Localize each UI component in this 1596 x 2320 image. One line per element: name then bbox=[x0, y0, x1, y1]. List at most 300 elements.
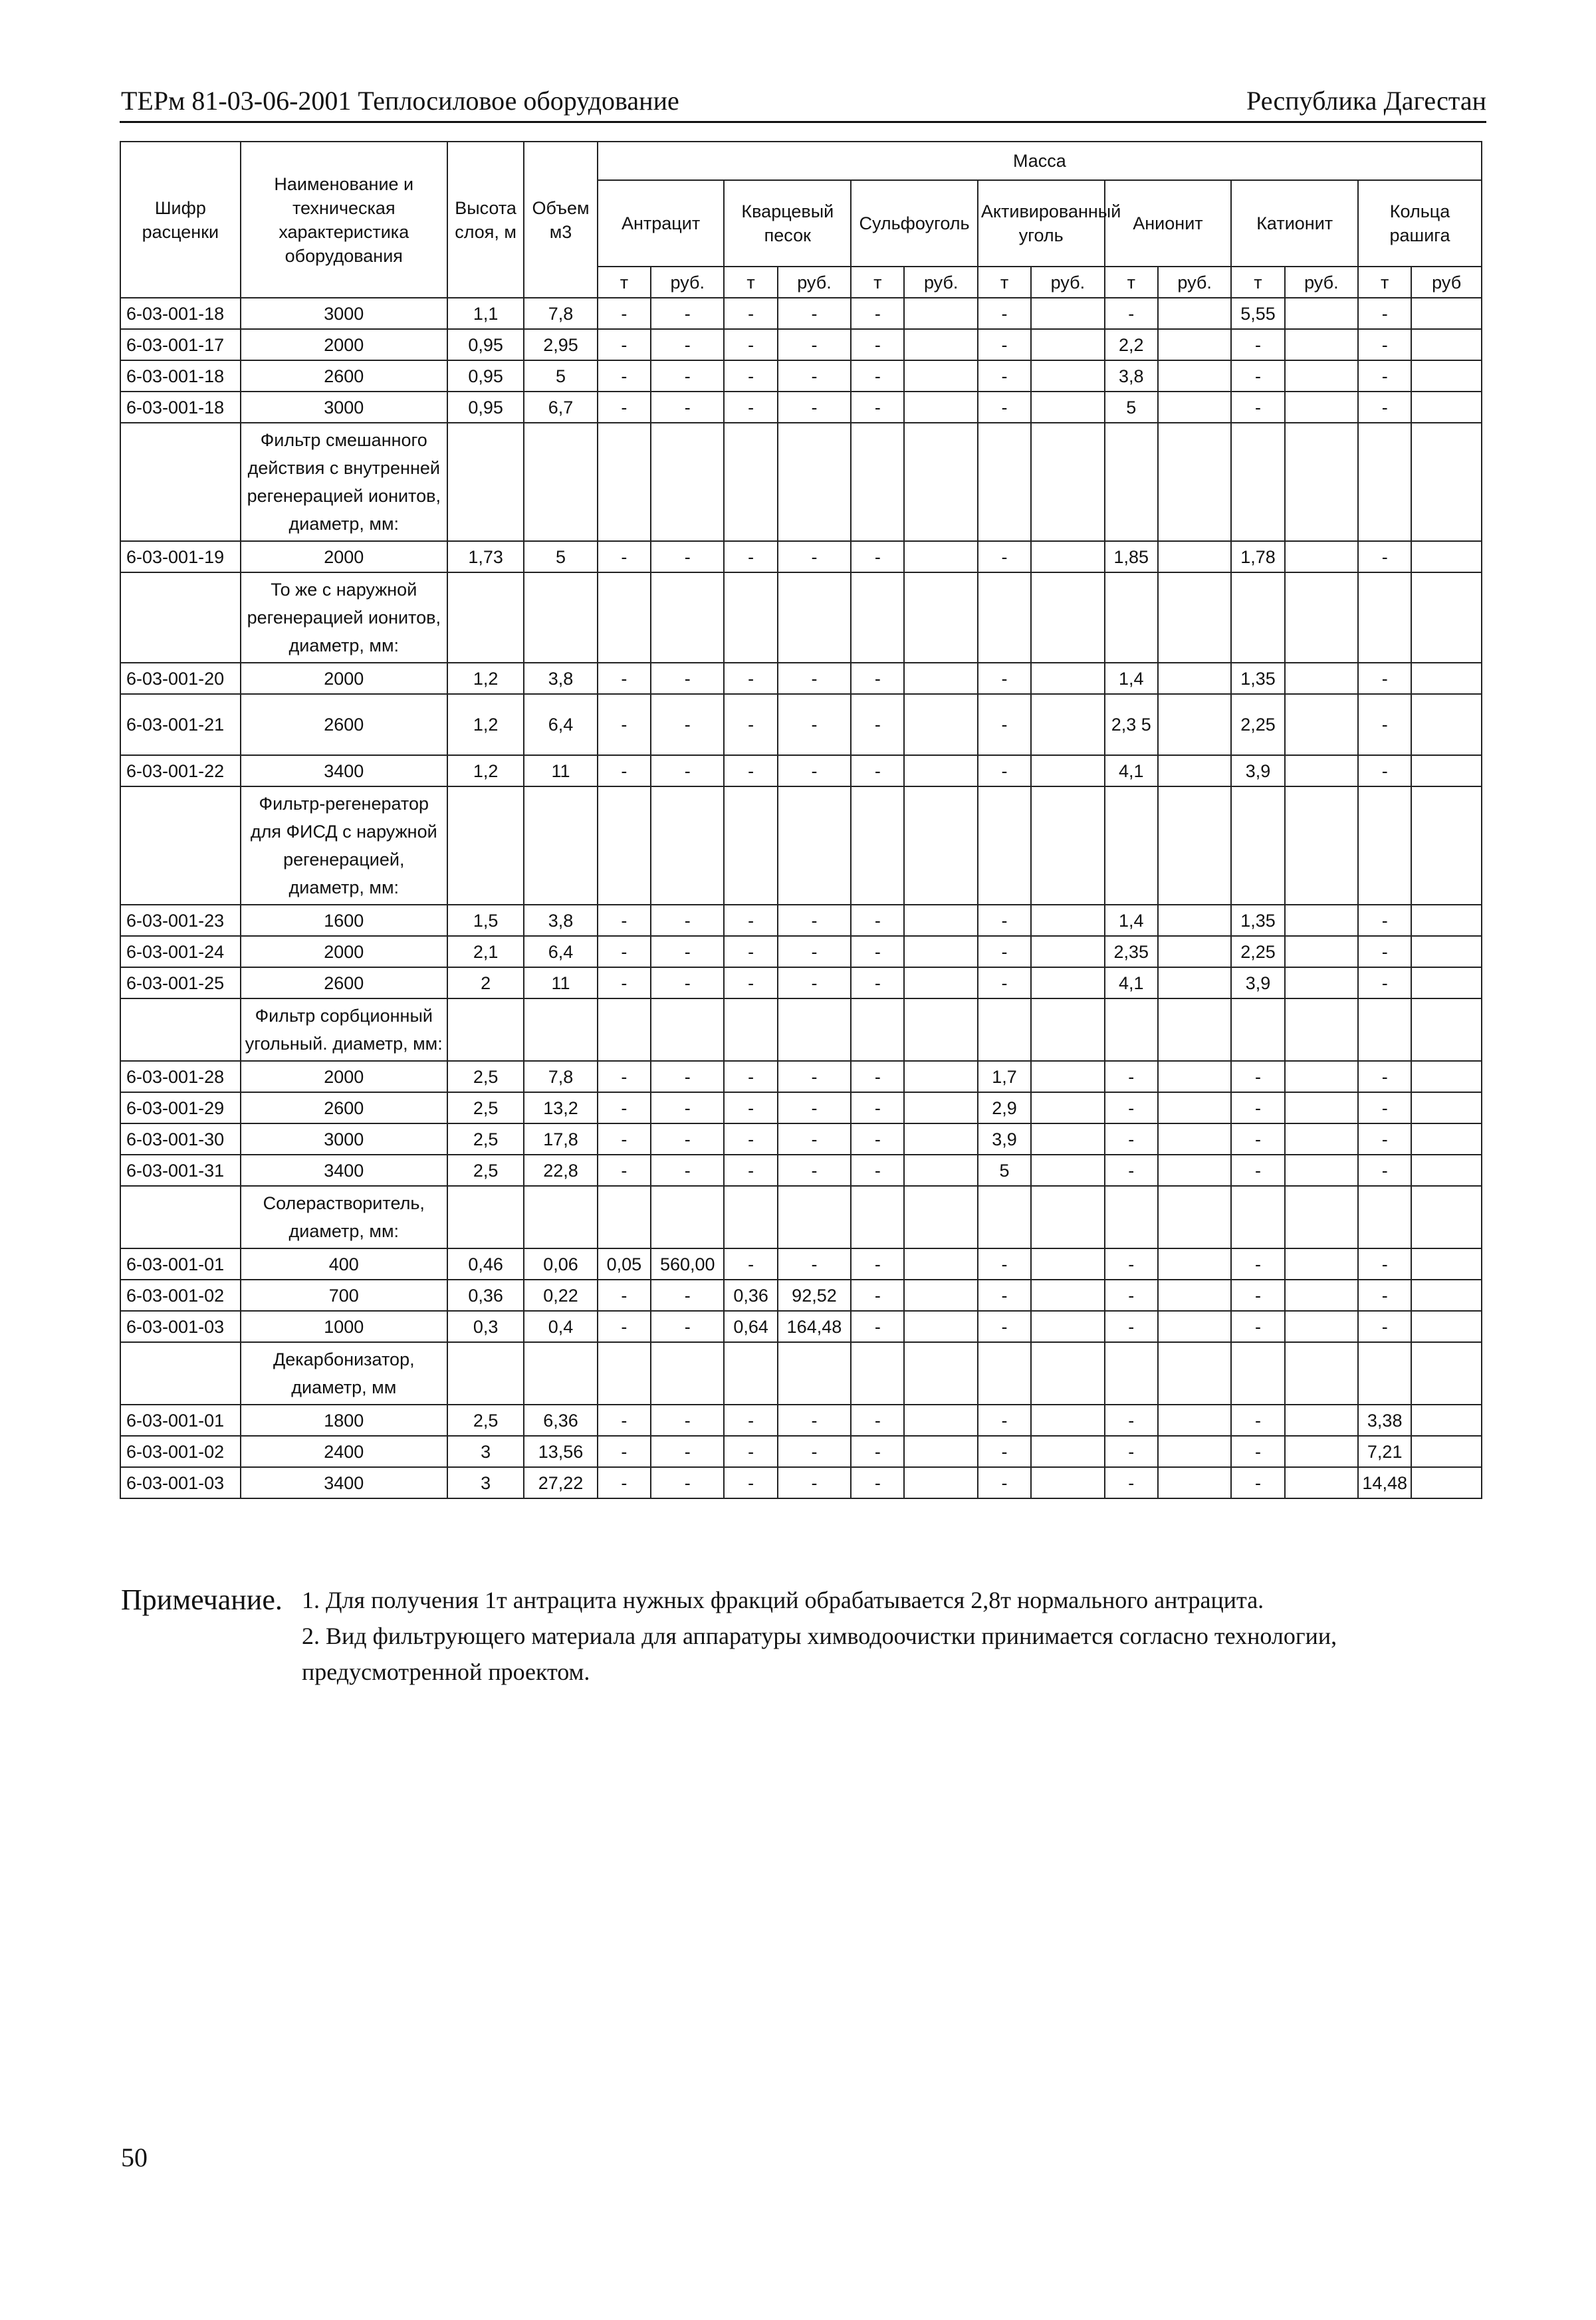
note-item: 2. Вид фильтрующего материала для аппаратуры химводоочистки принимается согласно технологии, предусмотренной проектом. bbox=[302, 1623, 1337, 1685]
table-cell bbox=[120, 998, 241, 1061]
table-cell: - bbox=[851, 967, 904, 998]
table-cell: 1,2 bbox=[447, 663, 524, 694]
table-cell bbox=[1031, 998, 1104, 1061]
table-cell: 2,35 bbox=[1105, 936, 1158, 967]
col-header-mass: Масса bbox=[598, 142, 1482, 180]
table-cell: 1,2 bbox=[447, 694, 524, 755]
table-cell: 0,36 bbox=[447, 1280, 524, 1311]
table-cell bbox=[1285, 423, 1358, 541]
table-cell: 1600 bbox=[241, 905, 447, 936]
table-cell bbox=[1158, 1092, 1231, 1123]
table-cell bbox=[120, 786, 241, 905]
table-cell: 5 bbox=[978, 1155, 1031, 1186]
table-cell: - bbox=[1105, 1092, 1158, 1123]
table-cell bbox=[598, 786, 651, 905]
table-cell bbox=[1031, 1342, 1104, 1405]
table-cell bbox=[120, 1186, 241, 1248]
table-cell bbox=[651, 1342, 724, 1405]
table-cell: - bbox=[598, 1405, 651, 1436]
material-header: Катионит bbox=[1231, 180, 1358, 267]
table-row bbox=[120, 1311, 1482, 1342]
table-cell: 0,36 bbox=[724, 1280, 777, 1311]
table-cell bbox=[904, 936, 977, 967]
table-cell bbox=[904, 1311, 977, 1342]
table-cell bbox=[904, 1155, 977, 1186]
table-cell: - bbox=[598, 663, 651, 694]
table-row bbox=[120, 360, 1482, 392]
table-cell: 1,73 bbox=[447, 541, 524, 572]
table-cell bbox=[1285, 1092, 1358, 1123]
table-cell: - bbox=[978, 1280, 1031, 1311]
table-cell: - bbox=[724, 967, 777, 998]
rate-code-cell: 6-03-001-30 bbox=[120, 1123, 241, 1155]
unit-header-t: т bbox=[978, 267, 1031, 298]
table-cell: 1000 bbox=[241, 1311, 447, 1342]
table-cell: 3,9 bbox=[1231, 967, 1284, 998]
table-cell: 3,9 bbox=[978, 1123, 1031, 1155]
table-cell: 2000 bbox=[241, 329, 447, 360]
unit-header-t: т bbox=[724, 267, 777, 298]
table-cell: - bbox=[778, 1061, 851, 1092]
table-cell: - bbox=[651, 1280, 724, 1311]
table-cell bbox=[978, 423, 1031, 541]
table-cell: - bbox=[598, 329, 651, 360]
table-cell bbox=[1158, 1186, 1231, 1248]
unit-header-rub: руб. bbox=[651, 267, 724, 298]
table-cell bbox=[724, 572, 777, 663]
table-cell bbox=[651, 572, 724, 663]
table-cell bbox=[1031, 423, 1104, 541]
table-cell bbox=[778, 423, 851, 541]
table-cell bbox=[978, 1186, 1031, 1248]
table-cell: - bbox=[724, 755, 777, 786]
table-row bbox=[120, 967, 1482, 998]
table-cell bbox=[120, 572, 241, 663]
rate-code-cell: 6-03-001-18 bbox=[120, 360, 241, 392]
table-cell bbox=[1285, 298, 1358, 329]
table-cell: - bbox=[598, 905, 651, 936]
table-cell bbox=[904, 572, 977, 663]
table-row bbox=[120, 936, 1482, 967]
table-cell: - bbox=[851, 663, 904, 694]
table-cell bbox=[651, 998, 724, 1061]
table-cell bbox=[904, 1061, 977, 1092]
table-cell: - bbox=[598, 541, 651, 572]
table-cell bbox=[1285, 755, 1358, 786]
table-cell bbox=[447, 998, 524, 1061]
table-cell bbox=[1031, 1311, 1104, 1342]
table-cell: - bbox=[1231, 1467, 1284, 1498]
material-header: Активированный уголь bbox=[978, 180, 1105, 267]
rate-code-cell: 6-03-001-18 bbox=[120, 392, 241, 423]
table-row bbox=[120, 1155, 1482, 1186]
table-row bbox=[120, 298, 1482, 329]
table-cell bbox=[1031, 1405, 1104, 1436]
table-cell bbox=[1285, 541, 1358, 572]
table-cell bbox=[904, 967, 977, 998]
table-cell bbox=[120, 423, 241, 541]
table-cell bbox=[904, 1123, 977, 1155]
table-cell: - bbox=[1105, 1155, 1158, 1186]
table-cell: - bbox=[598, 1092, 651, 1123]
table-cell: - bbox=[598, 1280, 651, 1311]
table-cell: 6,4 bbox=[524, 694, 597, 755]
table-cell bbox=[1158, 1123, 1231, 1155]
table-cell: - bbox=[651, 1123, 724, 1155]
table-cell bbox=[1411, 423, 1482, 541]
table-cell bbox=[598, 998, 651, 1061]
table-cell: - bbox=[598, 967, 651, 998]
table-cell: - bbox=[724, 1061, 777, 1092]
table-cell: 2,3 5 bbox=[1105, 694, 1158, 755]
table-cell bbox=[1158, 1467, 1231, 1498]
table-cell bbox=[904, 905, 977, 936]
table-cell bbox=[1285, 1405, 1358, 1436]
table-cell: - bbox=[978, 1311, 1031, 1342]
table-cell: - bbox=[651, 663, 724, 694]
table-cell: - bbox=[1358, 1092, 1411, 1123]
table-cell bbox=[851, 1186, 904, 1248]
table-cell bbox=[1031, 755, 1104, 786]
table-cell: 5 bbox=[524, 541, 597, 572]
table-cell: - bbox=[978, 541, 1031, 572]
table-cell bbox=[1411, 1186, 1482, 1248]
table-cell: 17,8 bbox=[524, 1123, 597, 1155]
table-cell: 3000 bbox=[241, 1123, 447, 1155]
rate-code-cell: 6-03-001-25 bbox=[120, 967, 241, 998]
rate-code-cell: 6-03-001-19 bbox=[120, 541, 241, 572]
table-row bbox=[120, 1405, 1482, 1436]
table-cell: - bbox=[1358, 694, 1411, 755]
table-cell bbox=[1031, 1061, 1104, 1092]
table-cell: - bbox=[778, 663, 851, 694]
table-cell: - bbox=[1358, 298, 1411, 329]
table-cell: - bbox=[978, 694, 1031, 755]
table-cell bbox=[1158, 755, 1231, 786]
table-cell: - bbox=[724, 329, 777, 360]
table-cell bbox=[598, 1342, 651, 1405]
table-cell bbox=[1411, 1248, 1482, 1280]
table-cell bbox=[1158, 786, 1231, 905]
table-cell: - bbox=[1105, 1405, 1158, 1436]
table-cell: - bbox=[978, 360, 1031, 392]
rate-code-cell: 6-03-001-03 bbox=[120, 1467, 241, 1498]
rate-code-cell: 6-03-001-02 bbox=[120, 1280, 241, 1311]
table-cell bbox=[904, 1405, 977, 1436]
material-header: Сульфоуголь bbox=[851, 180, 978, 267]
note-item: 1. Для получения 1т антрацита нужных фракций обрабатывается 2,8т нормального антрацита. bbox=[302, 1587, 1264, 1613]
rate-code-cell: 6-03-001-18 bbox=[120, 298, 241, 329]
unit-header-rub: руб. bbox=[778, 267, 851, 298]
table-cell: - bbox=[978, 329, 1031, 360]
table-cell: - bbox=[978, 755, 1031, 786]
table-cell: - bbox=[598, 298, 651, 329]
table-cell bbox=[1285, 786, 1358, 905]
table-cell: - bbox=[1358, 541, 1411, 572]
table-cell: 3,38 bbox=[1358, 1405, 1411, 1436]
table-cell bbox=[1411, 755, 1482, 786]
table-cell bbox=[524, 998, 597, 1061]
table-cell: 7,8 bbox=[524, 1061, 597, 1092]
unit-header-t: т bbox=[1105, 267, 1158, 298]
table-cell: - bbox=[851, 1311, 904, 1342]
table-cell bbox=[1411, 1155, 1482, 1186]
unit-header-t: т bbox=[598, 267, 651, 298]
table-cell: 5,55 bbox=[1231, 298, 1284, 329]
table-cell: - bbox=[1231, 1248, 1284, 1280]
table-cell bbox=[1411, 392, 1482, 423]
table-cell: - bbox=[778, 1436, 851, 1467]
section-title: Фильтр сорбционный угольный. диаметр, мм: bbox=[241, 998, 447, 1061]
table-cell bbox=[1411, 1061, 1482, 1092]
table-cell: - bbox=[778, 967, 851, 998]
table-cell bbox=[1285, 1061, 1358, 1092]
table-cell: - bbox=[1358, 1311, 1411, 1342]
table-row bbox=[120, 1280, 1482, 1311]
table-cell: - bbox=[724, 1248, 777, 1280]
col-header-volume: Объем м3 bbox=[524, 142, 597, 298]
table-cell: - bbox=[978, 905, 1031, 936]
table-cell: - bbox=[1358, 392, 1411, 423]
table-cell bbox=[778, 1186, 851, 1248]
table-cell: - bbox=[598, 1061, 651, 1092]
table-cell bbox=[904, 998, 977, 1061]
notes-label: Примечание. bbox=[121, 1583, 283, 1616]
table-cell: 14,48 bbox=[1358, 1467, 1411, 1498]
table-cell: 0,22 bbox=[524, 1280, 597, 1311]
table-cell bbox=[1285, 329, 1358, 360]
unit-header-rub: руб. bbox=[1285, 267, 1358, 298]
table-cell: - bbox=[1105, 1436, 1158, 1467]
table-cell: 0,95 bbox=[447, 329, 524, 360]
table-cell bbox=[524, 1186, 597, 1248]
table-cell: - bbox=[778, 541, 851, 572]
table-cell bbox=[1105, 1186, 1158, 1248]
table-cell: - bbox=[651, 329, 724, 360]
table-cell: 0,95 bbox=[447, 360, 524, 392]
table-cell: - bbox=[1358, 1155, 1411, 1186]
table-cell: - bbox=[1105, 1467, 1158, 1498]
table-cell: - bbox=[851, 298, 904, 329]
table-cell bbox=[904, 1092, 977, 1123]
table-cell bbox=[1158, 1405, 1231, 1436]
table-cell bbox=[1231, 998, 1284, 1061]
table-cell: 2,5 bbox=[447, 1092, 524, 1123]
table-cell bbox=[851, 423, 904, 541]
table-cell: - bbox=[778, 1092, 851, 1123]
table-cell: 5 bbox=[1105, 392, 1158, 423]
table-cell bbox=[904, 392, 977, 423]
table-cell bbox=[1031, 392, 1104, 423]
table-cell bbox=[1105, 572, 1158, 663]
table-cell bbox=[1031, 360, 1104, 392]
table-cell bbox=[1031, 694, 1104, 755]
table-cell: 3,8 bbox=[1105, 360, 1158, 392]
table-cell bbox=[1411, 360, 1482, 392]
table-cell: - bbox=[1358, 329, 1411, 360]
table-cell bbox=[778, 786, 851, 905]
table-cell: - bbox=[651, 694, 724, 755]
table-cell bbox=[1231, 786, 1284, 905]
table-cell bbox=[1411, 663, 1482, 694]
table-cell bbox=[904, 694, 977, 755]
table-cell bbox=[1285, 694, 1358, 755]
rate-code-cell: 6-03-001-01 bbox=[120, 1248, 241, 1280]
table-cell: - bbox=[598, 1155, 651, 1186]
table-cell: - bbox=[851, 541, 904, 572]
table-cell bbox=[1158, 694, 1231, 755]
table-cell: - bbox=[598, 694, 651, 755]
material-header: Кольца рашига bbox=[1358, 180, 1482, 267]
table-cell: 1,4 bbox=[1105, 905, 1158, 936]
table-cell: 3,8 bbox=[524, 905, 597, 936]
table-cell: - bbox=[724, 1123, 777, 1155]
table-cell bbox=[1158, 936, 1231, 967]
running-header-region: Республика Дагестан bbox=[1246, 86, 1486, 116]
table-cell: - bbox=[778, 360, 851, 392]
table-cell bbox=[1031, 786, 1104, 905]
table-cell: 3 bbox=[447, 1436, 524, 1467]
table-cell bbox=[724, 1186, 777, 1248]
table-cell: 3000 bbox=[241, 392, 447, 423]
table-cell bbox=[904, 786, 977, 905]
table-cell: - bbox=[851, 905, 904, 936]
table-cell: - bbox=[724, 905, 777, 936]
table-cell bbox=[1285, 392, 1358, 423]
table-cell: 2600 bbox=[241, 967, 447, 998]
table-cell: - bbox=[651, 541, 724, 572]
table-cell bbox=[1285, 1311, 1358, 1342]
table-cell bbox=[1031, 905, 1104, 936]
table-cell: - bbox=[1105, 1311, 1158, 1342]
table-cell: - bbox=[651, 1436, 724, 1467]
table-row bbox=[120, 1092, 1482, 1123]
table-cell bbox=[1158, 1280, 1231, 1311]
table-cell: 11 bbox=[524, 967, 597, 998]
table-row bbox=[120, 392, 1482, 423]
table-cell bbox=[598, 423, 651, 541]
table-cell bbox=[1285, 1155, 1358, 1186]
table-cell: - bbox=[851, 1280, 904, 1311]
table-cell: - bbox=[724, 1405, 777, 1436]
table-cell bbox=[1411, 998, 1482, 1061]
table-cell: - bbox=[598, 1467, 651, 1498]
table-cell bbox=[447, 423, 524, 541]
table-cell: - bbox=[1231, 1436, 1284, 1467]
table-cell: - bbox=[978, 936, 1031, 967]
table-cell bbox=[1031, 298, 1104, 329]
table-cell bbox=[904, 755, 977, 786]
table-cell bbox=[651, 423, 724, 541]
table-cell: - bbox=[778, 298, 851, 329]
table-cell bbox=[1411, 298, 1482, 329]
table-cell: - bbox=[778, 936, 851, 967]
table-cell bbox=[598, 572, 651, 663]
table-cell bbox=[1285, 360, 1358, 392]
table-cell: - bbox=[724, 1436, 777, 1467]
table-cell: 3,8 bbox=[524, 663, 597, 694]
table-cell bbox=[1285, 905, 1358, 936]
table-cell: - bbox=[778, 755, 851, 786]
table-cell: - bbox=[598, 1123, 651, 1155]
table-cell bbox=[1358, 998, 1411, 1061]
table-cell: 1,5 bbox=[447, 905, 524, 936]
table-row bbox=[120, 329, 1482, 360]
table-cell: - bbox=[1105, 1248, 1158, 1280]
table-cell bbox=[904, 663, 977, 694]
table-cell bbox=[1285, 1248, 1358, 1280]
notes-block bbox=[121, 1582, 1490, 1685]
rate-code-cell: 6-03-001-24 bbox=[120, 936, 241, 967]
table-cell: - bbox=[1358, 360, 1411, 392]
table-cell: - bbox=[651, 1311, 724, 1342]
table-cell: - bbox=[851, 1061, 904, 1092]
table-cell: 92,52 bbox=[778, 1280, 851, 1311]
table-cell: - bbox=[978, 1436, 1031, 1467]
section-title: То же с наружной регенерацией ионитов, диаметр, мм: bbox=[241, 572, 447, 663]
section-row bbox=[120, 998, 1482, 1061]
table-cell bbox=[447, 786, 524, 905]
col-header-height: Высота слоя, м bbox=[447, 142, 524, 298]
table-cell bbox=[1358, 1186, 1411, 1248]
table-cell bbox=[1158, 998, 1231, 1061]
table-cell: 2 bbox=[447, 967, 524, 998]
table-row bbox=[120, 905, 1482, 936]
table-cell bbox=[1231, 423, 1284, 541]
page-number: 50 bbox=[121, 2143, 148, 2172]
table-cell: 0,4 bbox=[524, 1311, 597, 1342]
table-cell: - bbox=[978, 1467, 1031, 1498]
table-cell bbox=[1285, 967, 1358, 998]
table-cell bbox=[1158, 329, 1231, 360]
table-cell: - bbox=[1358, 967, 1411, 998]
table-cell: - bbox=[651, 392, 724, 423]
table-cell bbox=[1411, 1405, 1482, 1436]
table-cell bbox=[1158, 392, 1231, 423]
table-cell bbox=[724, 786, 777, 905]
table-cell bbox=[1411, 541, 1482, 572]
unit-header-rub: руб. bbox=[904, 267, 977, 298]
table-cell: 6,7 bbox=[524, 392, 597, 423]
table-cell: - bbox=[651, 1092, 724, 1123]
table-cell bbox=[651, 1186, 724, 1248]
rate-code-cell: 6-03-001-21 bbox=[120, 694, 241, 755]
table-cell: - bbox=[851, 1405, 904, 1436]
table-cell bbox=[724, 1342, 777, 1405]
table-cell: 13,56 bbox=[524, 1436, 597, 1467]
table-cell: 4,1 bbox=[1105, 967, 1158, 998]
table-cell bbox=[1285, 663, 1358, 694]
table-row bbox=[120, 1061, 1482, 1092]
table-cell: 400 bbox=[241, 1248, 447, 1280]
table-cell bbox=[851, 1342, 904, 1405]
table-cell: 3400 bbox=[241, 755, 447, 786]
table-cell bbox=[1285, 1436, 1358, 1467]
table-cell bbox=[447, 1342, 524, 1405]
table-cell: 7,8 bbox=[524, 298, 597, 329]
table-cell: - bbox=[651, 1405, 724, 1436]
table-cell bbox=[1285, 1186, 1358, 1248]
table-cell bbox=[1105, 423, 1158, 541]
table-cell: - bbox=[851, 1155, 904, 1186]
table-cell: - bbox=[1105, 1123, 1158, 1155]
table-cell: 0,05 bbox=[598, 1248, 651, 1280]
rate-code-cell: 6-03-001-22 bbox=[120, 755, 241, 786]
table-cell: - bbox=[851, 1092, 904, 1123]
table-cell: - bbox=[651, 1155, 724, 1186]
table-cell: - bbox=[598, 936, 651, 967]
table-cell: - bbox=[1231, 329, 1284, 360]
